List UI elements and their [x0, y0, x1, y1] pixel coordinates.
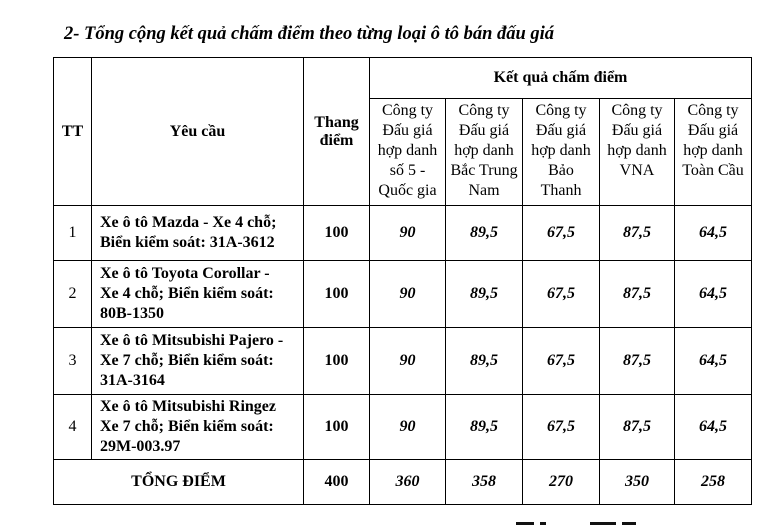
- total-score-cell: 358: [446, 460, 523, 505]
- requirement-cell: [92, 261, 304, 328]
- requirement-line: Xe ô tô Toyota Corollar -: [100, 265, 270, 282]
- col-header-requirement: Yêu cầu: [92, 58, 304, 206]
- score-cell: 67,5: [523, 395, 600, 460]
- col-header-company: [600, 99, 675, 206]
- score-cell: 89,5: [446, 261, 523, 328]
- requirement-line: Biển kiểm soát: 31A-3612: [100, 234, 275, 251]
- col-header-results-group: Kết quả chấm điểm: [370, 58, 752, 99]
- total-score-cell: 270: [523, 460, 600, 505]
- score-cell: 90: [370, 261, 446, 328]
- company-header-line: Thanh: [540, 182, 582, 199]
- company-header-line: hợp danh: [454, 142, 514, 159]
- total-label: TỔNG ĐIỂM: [54, 460, 304, 505]
- score-cell: 87,5: [600, 261, 675, 328]
- company-header-line: Bắc Trung: [450, 162, 518, 179]
- requirement-line: 31A-3164: [100, 372, 165, 389]
- max-header-line: điểm: [319, 131, 354, 149]
- score-cell: 90: [370, 328, 446, 395]
- company-header-line: Công ty: [458, 102, 510, 119]
- col-header-tt: TT: [54, 58, 92, 206]
- row-number: 4: [54, 395, 92, 460]
- company-header-line: Đấu giá: [611, 122, 663, 139]
- row-number: 3: [54, 328, 92, 395]
- requirement-line: 29M-003.97: [100, 438, 181, 455]
- score-cell: 90: [370, 206, 446, 261]
- table-body: [54, 206, 752, 460]
- company-header-line: Đấu giá: [458, 122, 510, 139]
- table-row: [54, 261, 752, 328]
- max-score-cell: 100: [304, 328, 370, 395]
- score-cell: 64,5: [675, 261, 752, 328]
- table-row: [54, 328, 752, 395]
- score-cell: 87,5: [600, 395, 675, 460]
- company-header-line: hợp danh: [607, 142, 667, 159]
- score-cell: 87,5: [600, 206, 675, 261]
- company-header-line: Công ty: [611, 102, 663, 119]
- company-header-line: số 5 -: [389, 162, 426, 179]
- requirement-line: Xe 4 chỗ; Biển kiểm soát:: [100, 285, 274, 302]
- company-header-line: hợp danh: [377, 142, 438, 159]
- total-max-score: 400: [304, 460, 370, 505]
- col-header-max-score: [304, 58, 370, 206]
- requirement-cell: [92, 395, 304, 460]
- score-cell: 64,5: [675, 395, 752, 460]
- score-cell: 67,5: [523, 261, 600, 328]
- table-row: [54, 206, 752, 261]
- col-header-company: [446, 99, 523, 206]
- max-score-cell: 100: [304, 206, 370, 261]
- company-header-line: Đấu giá: [687, 122, 739, 139]
- score-cell: 67,5: [523, 206, 600, 261]
- total-score-cell: 350: [600, 460, 675, 505]
- total-score-cell: 258: [675, 460, 752, 505]
- max-score-cell: 100: [304, 261, 370, 328]
- score-cell: 89,5: [446, 328, 523, 395]
- score-cell: 64,5: [675, 206, 752, 261]
- col-header-company: [370, 99, 446, 206]
- score-cell: 90: [370, 395, 446, 460]
- company-header-line: Toàn Cầu: [682, 162, 744, 179]
- total-row: [54, 460, 752, 505]
- score-table: [53, 57, 752, 505]
- score-cell: 87,5: [600, 328, 675, 395]
- max-score-cell: 100: [304, 395, 370, 460]
- company-header-line: Bảo: [548, 162, 574, 179]
- company-header-line: hợp danh: [531, 142, 591, 159]
- requirement-cell: [92, 328, 304, 395]
- company-header-line: hợp danh: [683, 142, 743, 159]
- company-header-line: Công ty: [381, 102, 434, 119]
- table-row: [54, 395, 752, 460]
- requirement-cell: [92, 206, 304, 261]
- requirement-line: Xe ô tô Mitsubishi Pajero -: [100, 332, 284, 349]
- total-score-cell: 360: [370, 460, 446, 505]
- score-cell: 64,5: [675, 328, 752, 395]
- company-header-line: Đấu giá: [382, 122, 433, 139]
- requirement-line: Xe ô tô Mazda - Xe 4 chỗ;: [100, 214, 277, 231]
- company-header-line: Đấu giá: [535, 122, 587, 139]
- score-cell: 67,5: [523, 328, 600, 395]
- score-cell: 89,5: [446, 206, 523, 261]
- col-header-company: [523, 99, 600, 206]
- company-header-line: VNA: [619, 162, 655, 179]
- score-cell: 89,5: [446, 395, 523, 460]
- header-row-group: [54, 58, 752, 99]
- max-header-line: Thang: [314, 113, 359, 131]
- section-heading: 2- Tổng cộng kết quả chấm điểm theo từng loại ô tô bán đấu giá: [64, 24, 555, 44]
- col-header-company: [675, 99, 752, 206]
- company-header-line: Quốc gia: [378, 182, 437, 199]
- requirement-line: Xe 7 chỗ; Biển kiểm soát:: [100, 352, 274, 369]
- requirement-line: Xe ô tô Mitsubishi Ringez: [100, 398, 276, 415]
- requirement-line: Xe 7 chỗ; Biển kiểm soát:: [100, 418, 274, 435]
- company-header-line: Công ty: [535, 102, 587, 119]
- company-header-line: Công ty: [687, 102, 739, 119]
- requirement-line: 80B-1350: [100, 305, 164, 322]
- row-number: 1: [54, 206, 92, 261]
- row-number: 2: [54, 261, 92, 328]
- company-header-line: Nam: [468, 182, 500, 199]
- cropped-text-fragment: [0, 518, 780, 527]
